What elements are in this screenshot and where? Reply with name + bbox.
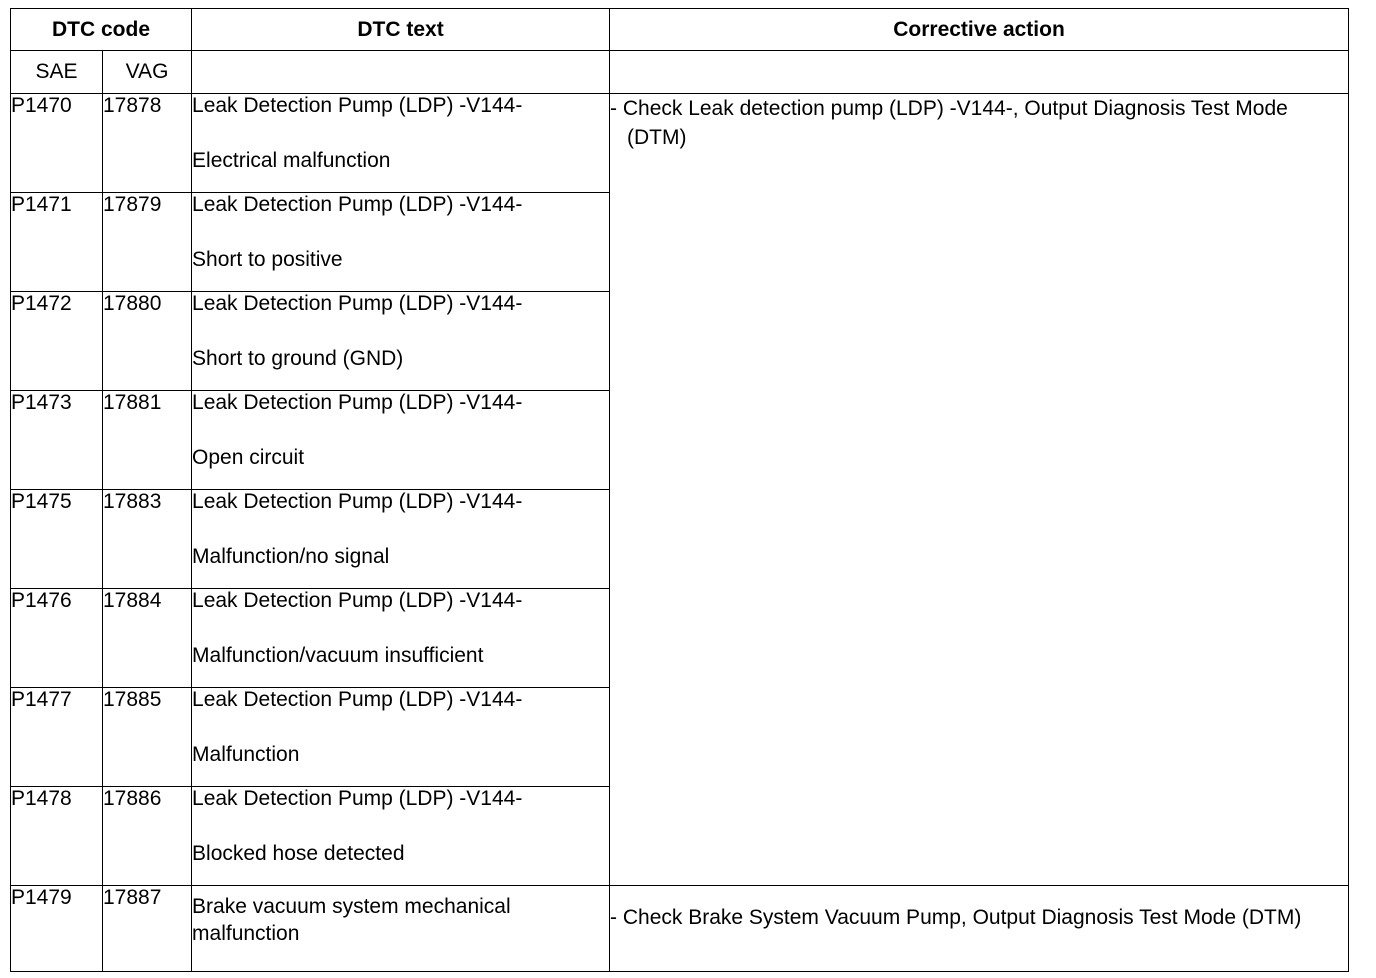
subheader-empty-text [192, 51, 610, 94]
vag-code: 17881 [103, 391, 192, 490]
subheader-empty-action [610, 51, 1349, 94]
sae-code: P1473 [11, 391, 103, 490]
sae-code: P1471 [11, 193, 103, 292]
dtc-text-line1: Leak Detection Pump (LDP) -V144- [192, 391, 523, 414]
vag-code: 17886 [103, 787, 192, 886]
sae-code: P1477 [11, 688, 103, 787]
dtc-text-line2: Electrical malfunction [192, 149, 391, 172]
dtc-text-line2: Malfunction/no signal [192, 545, 390, 568]
dtc-text-line2: Open circuit [192, 446, 305, 469]
header-sae: SAE [11, 51, 103, 94]
header-vag: VAG [103, 51, 192, 94]
dtc-text-cell [192, 787, 610, 886]
corrective-action-cell [610, 94, 1349, 886]
dtc-text-cell: Brake vacuum system mechanical malfunction [192, 886, 610, 972]
sae-code: P1470 [11, 94, 103, 193]
corrective-action-brake: - Check Brake System Vacuum Pump, Output Diagnosis Test Mode (DTM) [610, 906, 1302, 929]
dtc-text-line1: Leak Detection Pump (LDP) -V144- [192, 589, 523, 612]
corrective-action-ldp: - Check Leak detection pump (LDP) -V144-, Output Diagnosis Test Mode (DTM) [610, 97, 1288, 149]
header-row [11, 9, 1349, 51]
vag-code: 17885 [103, 688, 192, 787]
dtc-table [10, 8, 1349, 972]
dtc-text-line2: Short to ground (GND) [192, 347, 404, 370]
sae-code: P1479 [11, 886, 103, 972]
vag-code: 17880 [103, 292, 192, 391]
table-row [11, 94, 1349, 193]
sae-code: P1475 [11, 490, 103, 589]
dtc-text-cell [192, 490, 610, 589]
vag-code: 17879 [103, 193, 192, 292]
dtc-text-line2: Malfunction/vacuum insufficient [192, 644, 484, 667]
dtc-text-cell [192, 391, 610, 490]
vag-code: 17887 [103, 886, 192, 972]
header-dtc-code: DTC code [11, 9, 192, 51]
subheader-row [11, 51, 1349, 94]
dtc-text-line2: Short to positive [192, 248, 343, 271]
sae-code: P1476 [11, 589, 103, 688]
table-row [11, 886, 1349, 972]
vag-code: 17884 [103, 589, 192, 688]
dtc-text-line2: Blocked hose detected [192, 842, 405, 865]
dtc-text-cell [192, 688, 610, 787]
dtc-text-line1: Leak Detection Pump (LDP) -V144- [192, 94, 523, 117]
dtc-text-line1: Leak Detection Pump (LDP) -V144- [192, 490, 523, 513]
dtc-text-line2: Malfunction [192, 743, 300, 766]
vag-code: 17883 [103, 490, 192, 589]
sae-code: P1472 [11, 292, 103, 391]
dtc-text-cell [192, 193, 610, 292]
dtc-text-cell [192, 589, 610, 688]
dtc-text-cell [192, 94, 610, 193]
vag-code: 17878 [103, 94, 192, 193]
header-dtc-text: DTC text [192, 9, 610, 51]
dtc-text-cell [192, 292, 610, 391]
dtc-text-line1: Leak Detection Pump (LDP) -V144- [192, 292, 523, 315]
dtc-text-line1: Leak Detection Pump (LDP) -V144- [192, 688, 523, 711]
sae-code: P1478 [11, 787, 103, 886]
corrective-action-cell [610, 886, 1349, 972]
dtc-text-line1: Leak Detection Pump (LDP) -V144- [192, 193, 523, 216]
header-corrective-action: Corrective action [610, 9, 1349, 51]
dtc-text-line1: Leak Detection Pump (LDP) -V144- [192, 787, 523, 810]
